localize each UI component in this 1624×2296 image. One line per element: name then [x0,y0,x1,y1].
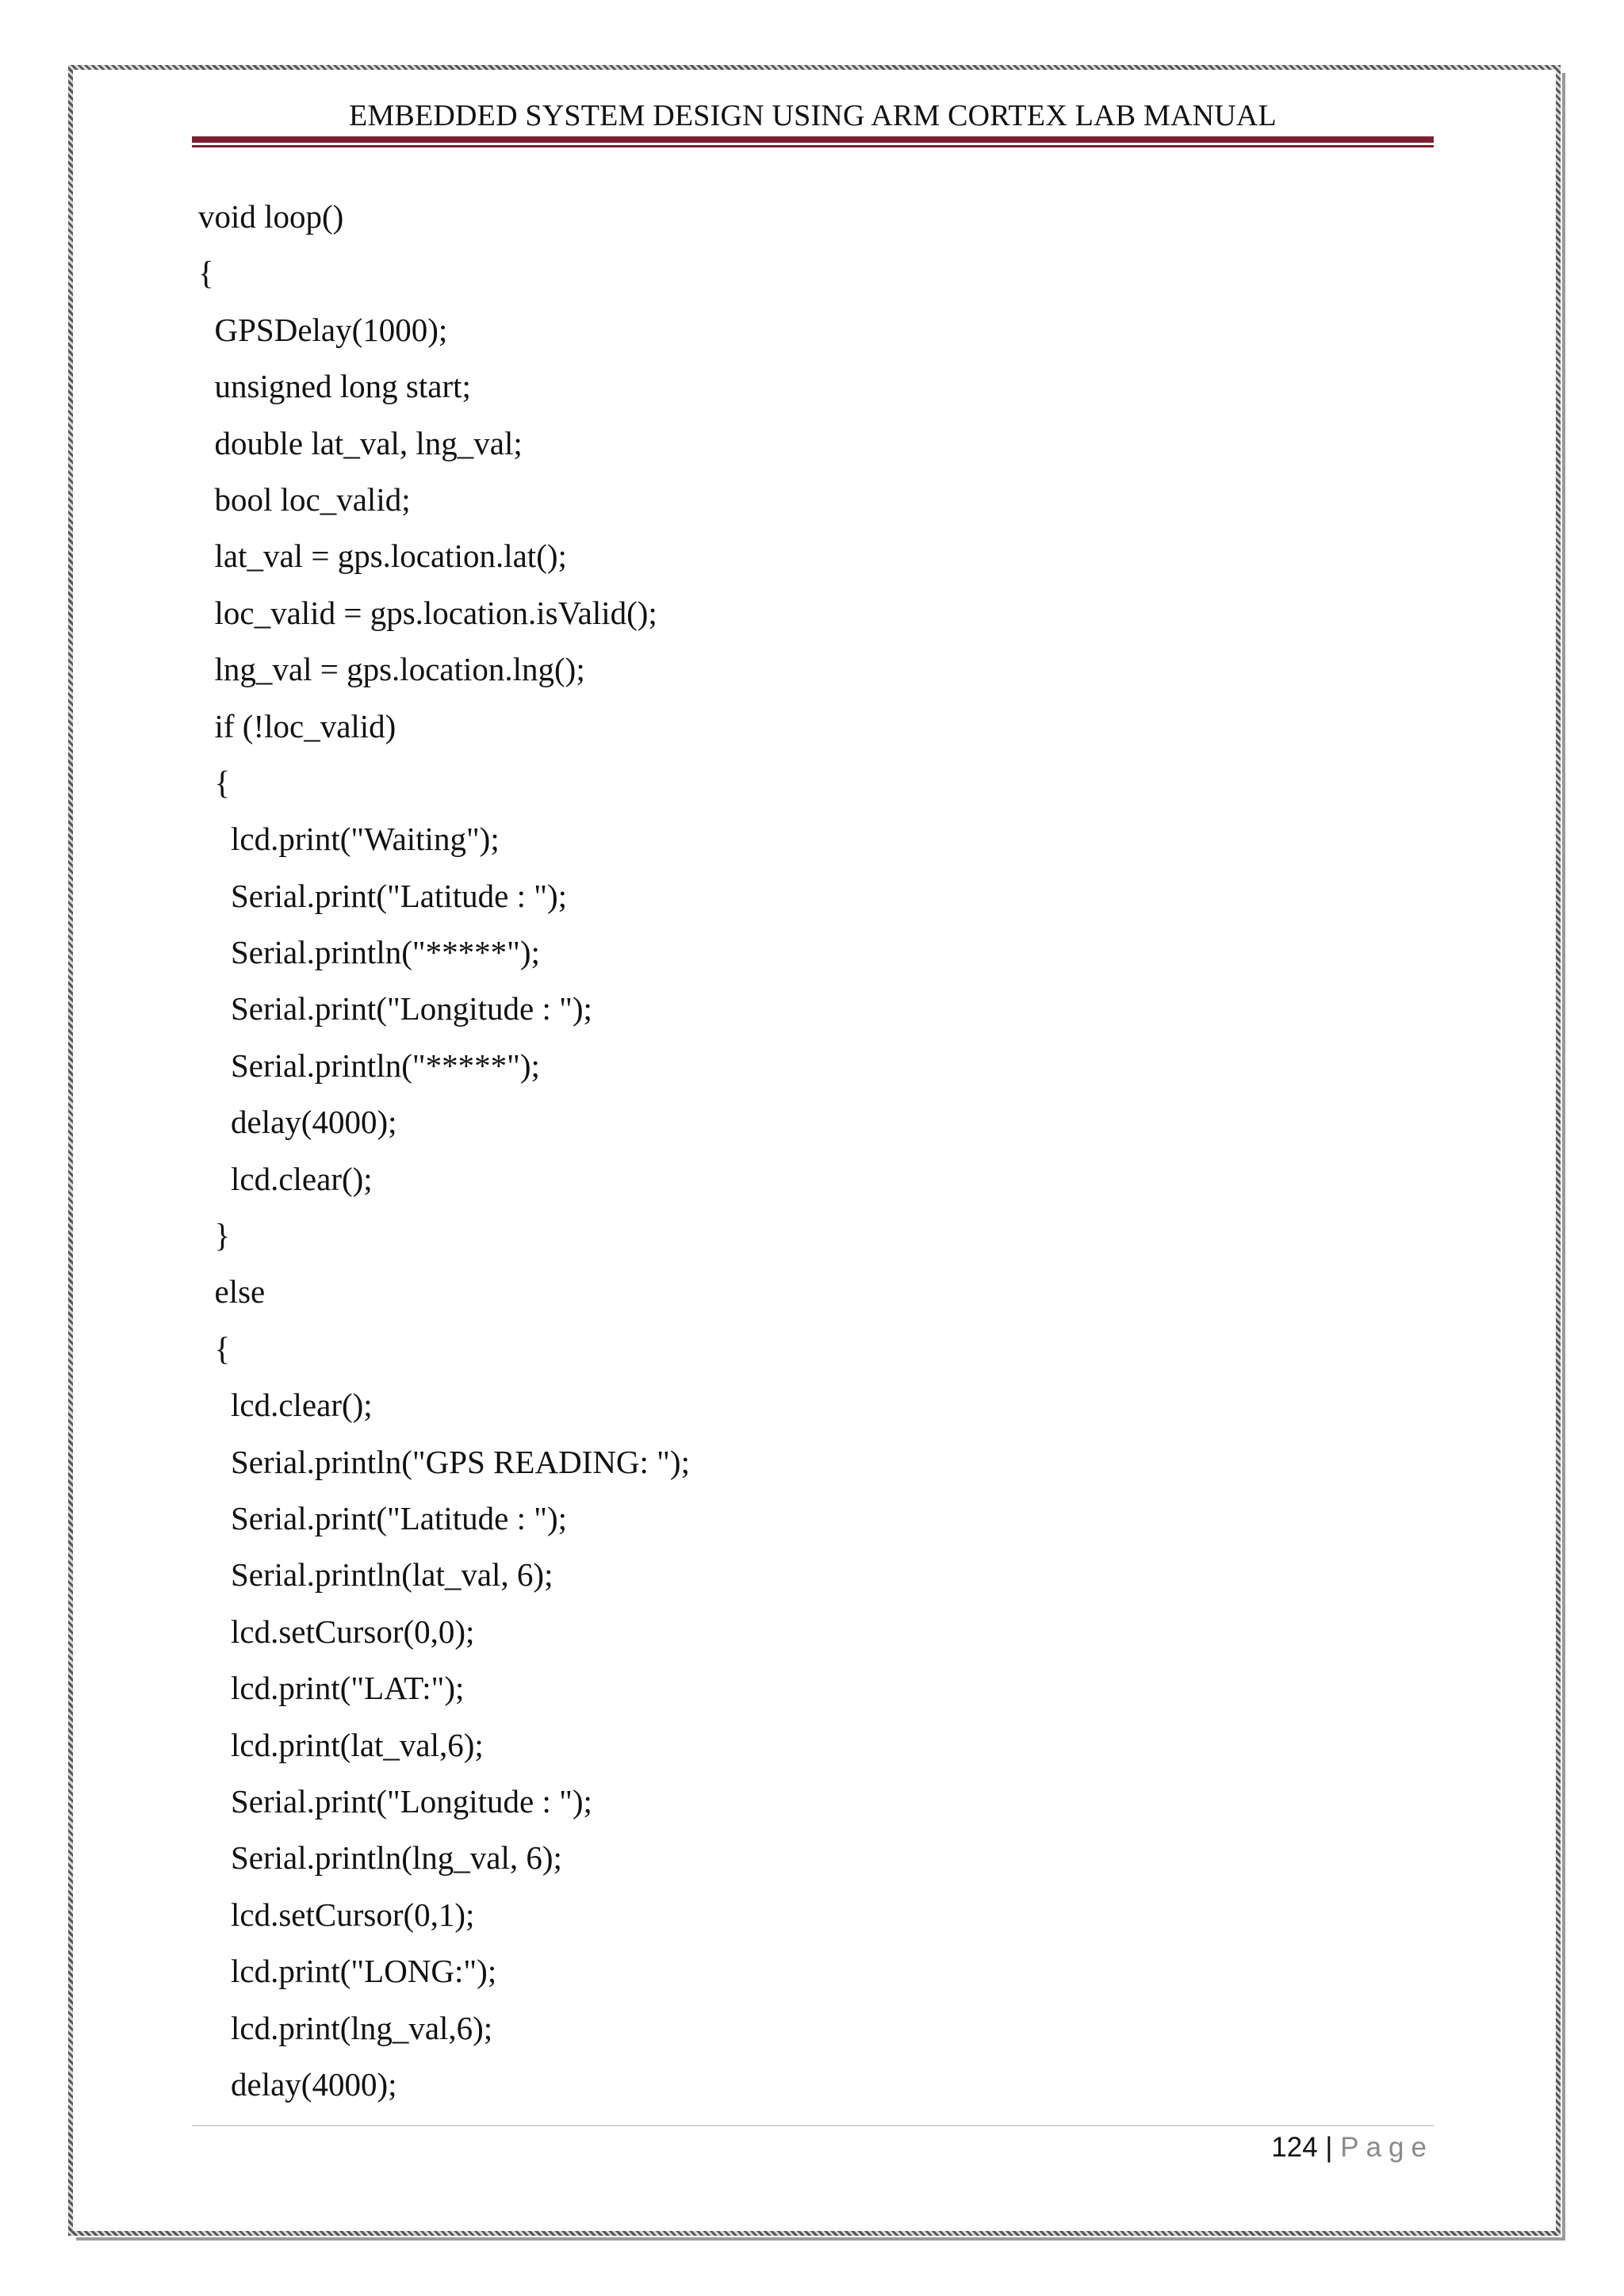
code-line: bool loc_valid; [198,480,411,518]
code-line: lng_val = gps.location.lng(); [198,651,585,688]
page-separator: | [1325,2132,1333,2163]
code-line: lcd.print(lng_val,6); [198,2009,493,2046]
code-line: Serial.println("GPS READING: "); [198,1443,690,1480]
code-line: Serial.print("Latitude : "); [198,1499,567,1536]
code-block [198,194,1388,2118]
code-line: { [198,1330,231,1367]
code-line: lcd.print(lat_val,6); [198,1726,484,1763]
code-line: if (!loc_valid) [198,707,396,744]
code-line: unsigned long start; [198,368,471,405]
code-line: lat_val = gps.location.lat(); [198,538,567,575]
code-line: Serial.println("*****"); [198,934,540,971]
code-line: lcd.setCursor(0,1); [198,1896,475,1933]
header-rule [192,136,1434,143]
code-line: lcd.clear(); [198,1387,373,1424]
code-line: Serial.println("*****"); [198,1047,540,1084]
page-number [1271,2128,1434,2168]
code-line: loc_valid = gps.location.isValid(); [198,594,657,631]
code-line: delay(4000); [198,2065,397,2103]
code-line: double lat_val, lng_val; [198,424,523,461]
code-line: } [198,1217,231,1254]
code-line: else [198,1273,266,1311]
code-line: lcd.clear(); [198,1160,373,1197]
code-line: Serial.println(lng_val, 6); [198,1839,562,1877]
code-line: Serial.println(lat_val, 6); [198,1556,553,1594]
code-line: Serial.print("Latitude : "); [198,877,567,914]
code-line: GPSDelay(1000); [198,311,448,348]
code-line: lcd.print("Waiting"); [198,821,500,858]
code-line: void loop() [198,198,344,235]
code-line: { [198,254,214,292]
code-line: Serial.print("Longitude : "); [198,990,592,1027]
code-line: { [198,763,231,801]
code-line: Serial.print("Longitude : "); [198,1782,592,1820]
footer-rule [192,2125,1434,2126]
page-label: Page [1340,2132,1434,2163]
code-line: lcd.print("LONG:"); [198,1953,497,1990]
code-line: lcd.setCursor(0,0); [198,1613,475,1650]
code-line: delay(4000); [198,1104,397,1141]
header-rule-thin [192,145,1434,147]
header-title: EMBEDDED SYSTEM DESIGN USING ARM CORTEX LAB MANUAL [349,99,1277,132]
code-line: lcd.print("LAT:"); [198,1670,465,1707]
page-number-value: 124 [1271,2132,1318,2163]
